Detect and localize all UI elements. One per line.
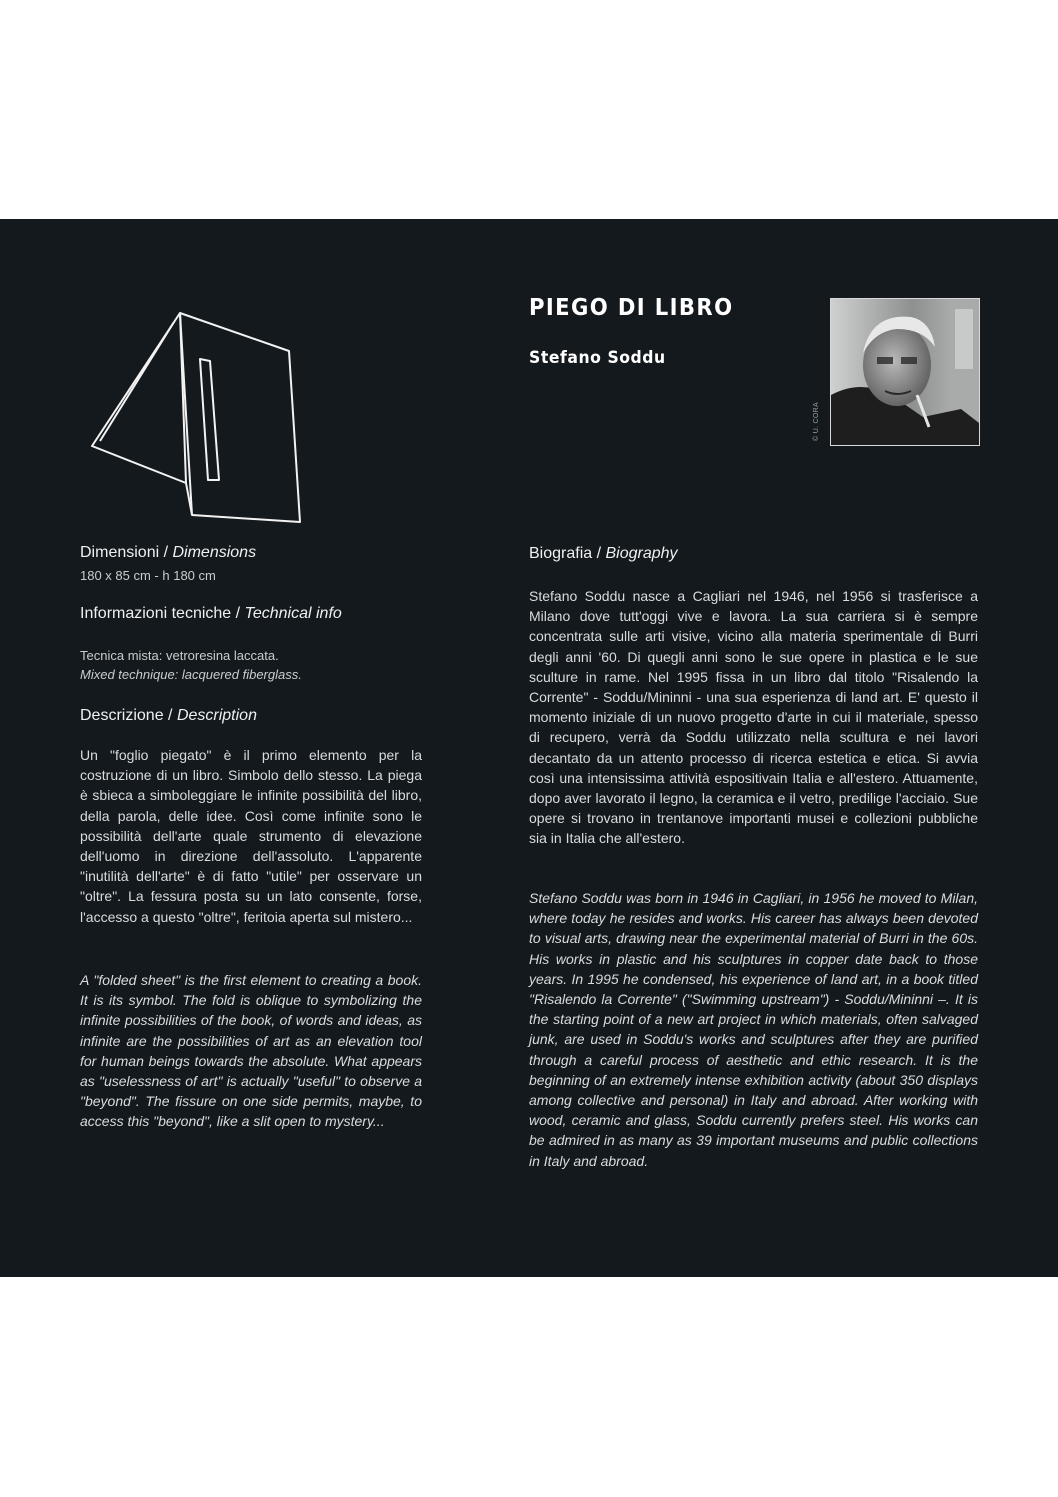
artist-portrait [830, 298, 980, 446]
artist-name: Stefano Soddu [529, 348, 666, 368]
sculpture-sheet-front [180, 313, 300, 522]
portrait-illustration [831, 299, 979, 445]
sculpture-sheet-fold [92, 313, 192, 515]
description-heading-it: Descrizione [80, 707, 164, 724]
biography-heading-it: Biografia [529, 545, 593, 562]
description-text-it: Un "foglio piegato" è il primo elemento per la costruzione di un libro. Simbolo dello stesso. La piega è sbieca a simboleggiare le infinite possibilità del libro, della parola, delle idee. Così come infinite sono le possibilità dell'arte quale strumento di elevazione dell'uomo in direzione dell'assoluto. L'apparente "inutilità dell'arte" è di fatto "utile" per osservare un "oltre". La fessura posta su un lato consente, forse, l'accesso a questo "oltre", feritoia aperta sul mistero... [80, 747, 422, 925]
biography-text-en: Stefano Soddu was born in 1946 in Cagliari, in 1956 he moved to Milan, where today he resides and works. His career has always been devoted to visual arts, drawing near the experimental material of Burri in the 60s. His works in plastic and his sculptures in copper date back to those years. In 1995 he condensed, his experience of land art, in a book titled "Risalendo la Corrente" ("Swimming upstream") - Soddu/Mininni –. It is the starting point of a new art project in which materials, often salvaged junk, are used in Soddu's works and sculptures after they are purified through a careful process of aesthetic and ethic research. It is the beginning of an extremely intense exhibition activity (about 350 displays among collective and personal) in Italy and abroad. After working with wood, ceramic and glass, Soddu currently prefers steel. His works can be admired in as many as 39 important museums and public collections in Italy and abroad. [529, 890, 978, 1169]
description-heading: Descrizione / Description [80, 707, 257, 724]
sculpture-fold-inner-edge [100, 322, 174, 441]
biography-heading: Biografia / Biography [529, 545, 678, 562]
dimensions-heading: Dimensioni / Dimensions [80, 544, 257, 561]
catalog-page-panel [0, 219, 1058, 1277]
dimensions-heading-it: Dimensioni [80, 544, 160, 561]
dimensions-value: 180 x 85 cm - h 180 cm [80, 568, 216, 583]
dimensions-heading-en: Dimensions [172, 544, 257, 561]
technical-heading-it: Informazioni tecniche [80, 605, 232, 622]
biography-text-it: Stefano Soddu nasce a Cagliari nel 1946, nel 1956 si trasferisce a Milano dove tutt'oggi vive e lavora. La sua carriera si è sempre concentrata sulle arti visive, vicino alla materia sperimentale di Burri degli anni '60. Di quegli anni sono le sue opere in plastica e le sue sculture in rame. Nel 1995 fissa in un libro dal titolo "Risalendo la Corrente" - Soddu/Mininni - una sua esperienza di land art. E' questo il momento iniziale di un nuovo progetto d'arte in cui il materiale, spesso di recupero, verrà da Soddu utilizzato nella scultura e nei lavori decantato da un attento processo di ricerca estetica e etica. Si avvia così una intensissima attività espositivain Italia e all'estero. Attuamente, dopo aver lavorato il legno, la ceramica e il vetro, predilige l'acciaio. Sue opere si trovano in trentanove importanti musei e collezioni pubbliche sia in Italia che all'estero. [529, 588, 978, 847]
artwork-title: PIEGO DI LIBRO [529, 295, 734, 321]
sculpture-slit [200, 359, 219, 480]
technical-text-it: Tecnica mista: vetroresina laccata. [80, 648, 279, 663]
technical-heading-en: Technical info [244, 605, 342, 622]
description-heading-en: Description [176, 707, 257, 724]
photo-credit: © U. CORA [813, 402, 820, 441]
biography-heading-en: Biography [605, 545, 678, 562]
description-text-en: A "folded sheet" is the first element to creating a book. It is its symbol. The fold is oblique to symbolizing the infinite possibilities of the book, of words and ideas, as infinite are the possibilities of art as an elevation tool for human beings towards the absolute. What appears as "uselessness of art" is actually "useful" to observe a "beyond". The fissure on one side permits, maybe, to access this "beyond", like a slit open to mystery... [80, 972, 422, 1130]
sculpture-line-drawing [88, 309, 308, 524]
technical-heading: Informazioni tecniche / Technical info [80, 605, 342, 622]
technical-text-en: Mixed technique: lacquered fiberglass. [80, 667, 302, 682]
